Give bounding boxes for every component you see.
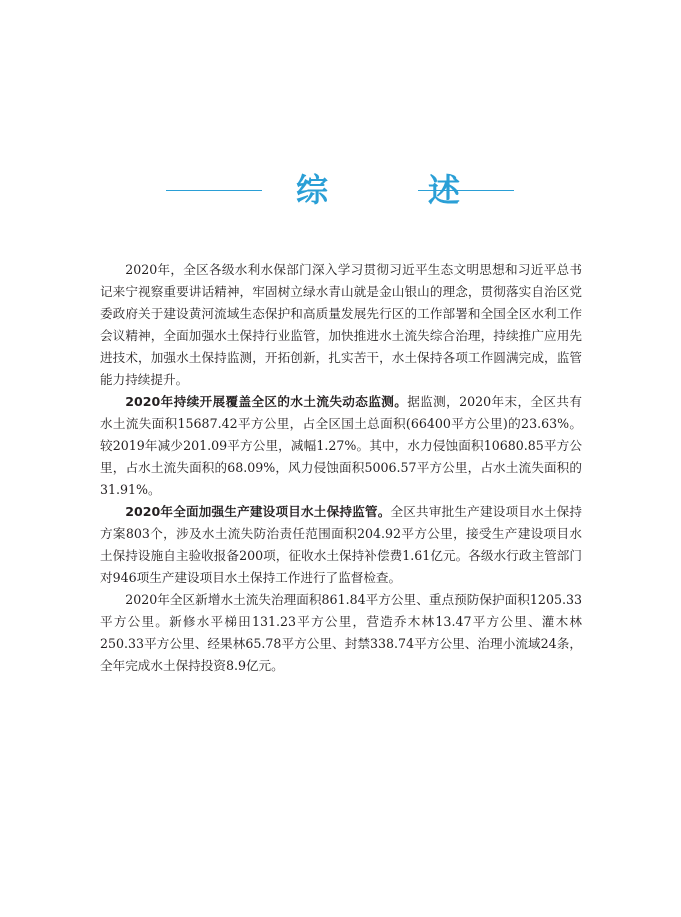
paragraph-3	[100, 501, 582, 589]
paragraph-lead: 2020年全面加强生产建设项目水土保持监管。	[125, 504, 391, 519]
heading-rule-right	[418, 190, 514, 191]
paragraph-text: 据监测，2020年末，全区共有水土流失面积15687.42平方公里，占全区国土总面积(66400平方公里)的23.63%。较2019年减少201.09平方公里，减幅1.27%。其中，水力侵蚀面积10680.85平方公里，占水土流失面积的68.09%，风力侵蚀面积5006.57平方公里，占水土流失面积的31.91%。	[100, 394, 582, 497]
paragraph-4	[100, 589, 582, 677]
paragraph-text: 2020年，全区各级水利水保部门深入学习贯彻习近平生态文明思想和习近平总书记来宁视察重要讲话精神，牢固树立绿水青山就是金山银山的理念，贯彻落实自治区党委政府关于建设黄河流域生态保护和高质量发展先行区的工作部署和全国全区水利工作会议精神，全面加强水土保持行业监管，加快推进水土流失综合治理，持续推广应用先进技术，加强水土保持监测，开拓创新，扎实苦干，水土保持各项工作圆满完成，监管能力持续提升。	[100, 262, 582, 387]
paragraph-text: 全区共审批生产建设项目水土保持方案803个，涉及水土流失防治责任范围面积204.92平方公里，接受生产建设项目水土保持设施自主验收报备200项，征收水土保持补偿费1.61亿元。各级水行政主管部门对946项生产建设项目水土保持工作进行了监督检查。	[100, 504, 583, 585]
body-text	[100, 259, 582, 677]
paragraph-2	[100, 391, 582, 501]
paragraph-text: 2020年全区新增水土流失治理面积861.84平方公里、重点预防保护面积1205.33平方公里。新修水平梯田131.23平方公里，营造乔木林13.47平方公里、灌木林250.33平方公里、经果林65.78平方公里、封禁338.74平方公里、治理小流域24条，全年完成水土保持投资8.9亿元。	[100, 592, 582, 673]
paragraph-1	[100, 259, 582, 391]
chapter-title: 综 述	[296, 171, 495, 209]
chapter-heading	[0, 168, 681, 214]
paragraph-lead: 2020年持续开展覆盖全区的水土流失动态监测。	[125, 394, 408, 409]
heading-rule-left	[166, 190, 262, 191]
